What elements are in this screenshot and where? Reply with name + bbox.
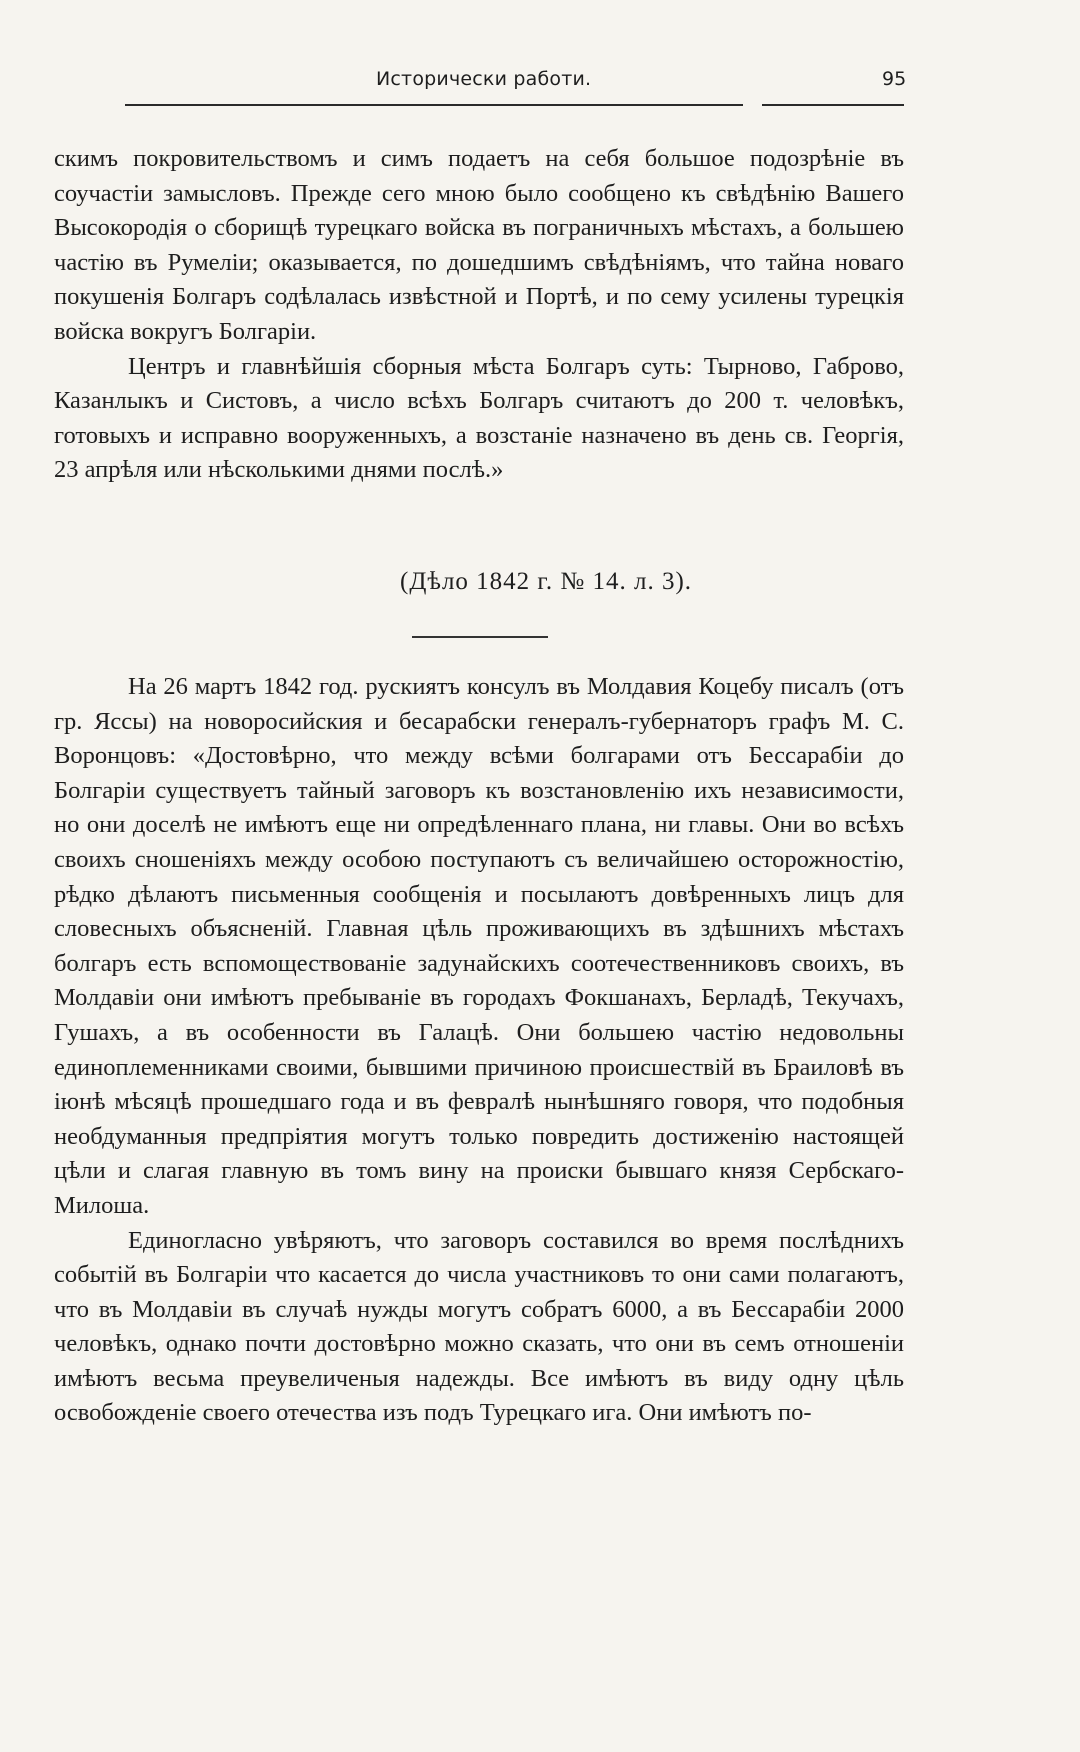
text-section-1 [54,142,904,488]
paragraph-2: Центръ и главнѣйшія сборныя мѣста Болгаръ суть: Тырново, Габрово, Казанлыкъ и Систовъ, а число всѣхъ Болгаръ считаютъ до 200 т. человѣкъ, готовыхъ и исправно вооруженныхъ, а возстаніе назначено въ день св. Георгія, 23 апрѣля или нѣсколькими днями послѣ.» [54,352,904,484]
paragraph-3: На 26 мартъ 1842 год. рускиятъ консулъ въ Молдавия Коцебу писалъ (отъ гр. Яссы) на новоросийския и бесарабски генералъ-губернаторъ графъ М. С. Воронцовъ: «Достовѣрно, что между всѣми болгарами отъ Бессарабіи до Болгаріи существуетъ тайный заговоръ къ возстановленію ихъ независимости, но они доселѣ не имѣютъ еще ни опредѣленнаго плана, ни главы. Они во всѣхъ своихъ сношеніяхъ между особою поступаютъ съ величайшею осторожностію, рѣдко дѣлаютъ письменныя сообщенія и посылаютъ довѣренныхъ лицъ для словесныхъ объясненій. Главная цѣль проживающихъ въ здѣшнихъ мѣстахъ болгаръ есть вспомоществованіе задунайскихъ соотечественниковъ своихъ, въ Молдавіи они имѣютъ пребываніе въ городахъ Фокшанахъ, Берладѣ, Текучахъ, Гушахъ, а въ особенности въ Галацѣ. Они большею частію недовольны единоплеменниками своими, бывшими причиною происшествій въ Браиловѣ въ іюнѣ мѣсяцѣ прошедшаго года и въ февралѣ нынѣшняго говоря, что подобныя необдуманныя предпріятия могутъ только повредить достиженію настоящей цѣли и слагая главную въ томъ вину на происки бывшаго князя Сербскаго-Милоша. [54,673,904,1219]
page-number: 95 [882,68,907,90]
archive-citation: (Дѣло 1842 г. № 14. л. 3). [400,568,693,595]
paragraph-4: Единогласно увѣряютъ, что заговоръ составился во время послѣднихъ событій въ Болгаріи что касается до числа участниковъ то они сами полагаютъ, что въ Молдавіи въ случаѣ нужды могутъ собратъ 6000, а въ Бессарабіи 2000 человѣкъ, однако почти достовѣрно можно сказать, что они въ семъ отношеніи имѣютъ весьма преувеличеныя надежды. Все имѣютъ въ виду одну цѣль освобожденіе своего отечества изъ подъ Турецкаго ига. Они имѣютъ по- [54,1226,904,1427]
running-header [0,68,1080,108]
header-rule-right [762,104,904,106]
header-rule-left [125,104,743,106]
text-section-2 [54,670,904,1431]
running-title: Исторически работи. [376,68,592,90]
paragraph-1: скимъ покровительствомъ и симъ подаетъ на себя большое подозрѣніе въ соучастіи замысловъ. Прежде сего мною было сообщено къ свѣдѣнію Вашего Высокородія о сборищѣ турецкаго войска въ пограничныхъ мѣстахъ, а большею частію въ Румеліи; оказывается, по дошедшимъ свѣдѣніямъ, что тайна новаго покушенія Болгаръ содѣлалась извѣстной и Портѣ, и по сему усилены турецкія войска вокругъ Болгаріи. [54,145,904,345]
section-separator [412,636,548,638]
